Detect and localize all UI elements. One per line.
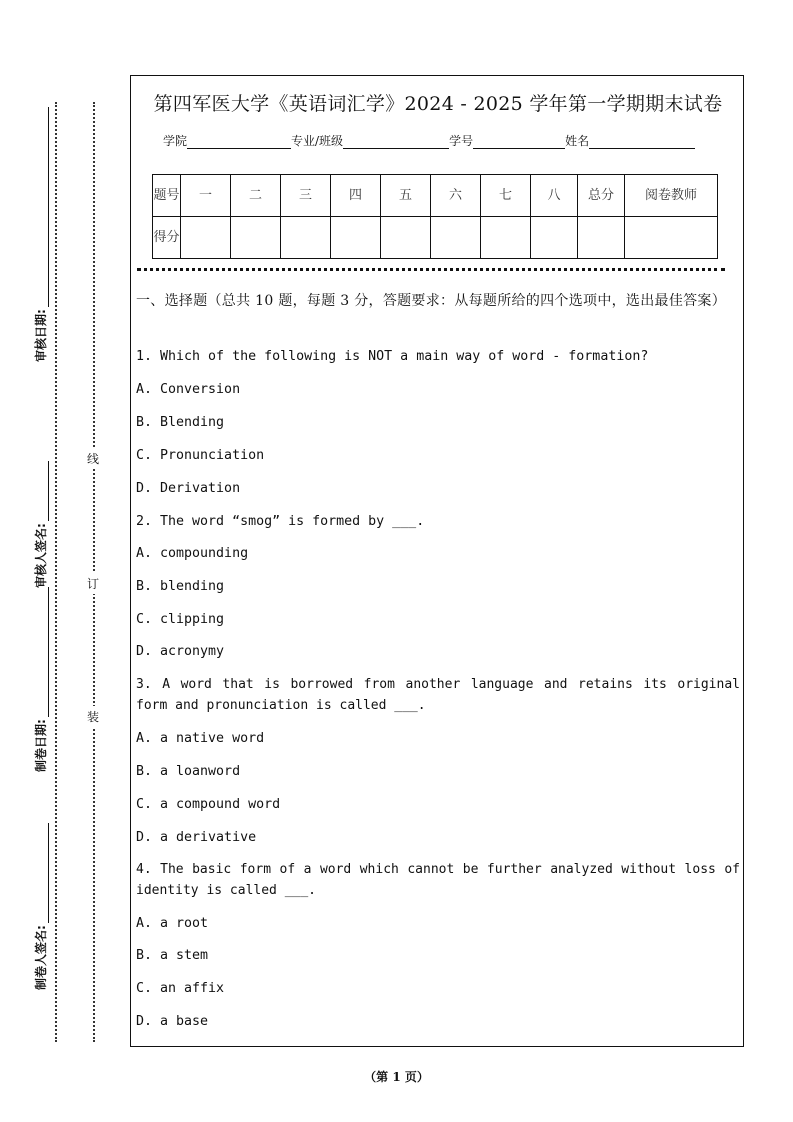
question-3-option-b: B. a loanword	[136, 764, 241, 779]
row-label-score: 得分	[153, 217, 181, 259]
row-label-number: 题号	[153, 175, 181, 217]
question-2-option-d: D. acronymy	[136, 644, 225, 659]
question-1-option-c: C. Pronunciation	[136, 448, 265, 463]
question-3-option-c: C. a compound word	[136, 797, 281, 812]
section-heading: 一、选择题（总共 10 题，每题 3 分，答题要求：从每题所给的四个选项中，选出最佳答案）	[136, 293, 727, 309]
score-cell[interactable]	[331, 217, 381, 259]
cut-mark-staple: 装	[87, 706, 99, 727]
question-4-option-b: B. a stem	[136, 948, 209, 963]
score-cell[interactable]	[281, 217, 331, 259]
question-2-option-a: A. compounding	[136, 546, 249, 561]
col-3: 三	[281, 175, 331, 217]
score-table-score-row	[153, 217, 718, 259]
dotted-separator	[137, 268, 725, 271]
question-2-stem: 2. The word “smog” is formed by ___.	[136, 514, 425, 529]
col-7: 七	[481, 175, 531, 217]
score-cell[interactable]	[181, 217, 231, 259]
question-2-option-c: C. clipping	[136, 612, 225, 627]
question-2-option-b: B. blending	[136, 579, 225, 594]
grader-cell[interactable]	[625, 217, 718, 259]
exam-frame	[130, 75, 744, 1047]
score-table	[152, 174, 718, 259]
exam-title: 第四军医大学《英语词汇学》2024 - 2025 学年第一学期期末试卷	[153, 93, 723, 115]
score-cell[interactable]	[231, 217, 281, 259]
student-id-field[interactable]	[473, 135, 565, 149]
question-1-option-d: D. Derivation	[136, 481, 241, 496]
question-4-option-d: D. a base	[136, 1014, 209, 1029]
name-field[interactable]	[589, 135, 695, 149]
question-4-option-a: A. a root	[136, 916, 209, 931]
cut-mark-line: 线	[87, 448, 99, 469]
col-grader: 阅卷教师	[625, 175, 718, 217]
review-date-label: 审核日期:	[32, 107, 49, 362]
college-label: 学院	[163, 134, 188, 148]
major-class-field[interactable]	[343, 135, 449, 149]
preparer-signature-label: 制卷人签名:	[32, 823, 49, 990]
student-id-label: 学号	[449, 134, 474, 148]
major-class-label: 专业/班级	[291, 134, 344, 148]
question-3-option-a: A. a native word	[136, 731, 265, 746]
col-8: 八	[531, 175, 578, 217]
question-4-stem: 4. The basic form of a word which cannot be further analyzed without loss of identity is called ___.	[136, 862, 740, 898]
question-3-stem: 3. A word that is borrowed from another language and retains its original form and pronunciation is called ___.	[136, 677, 740, 713]
cut-mark-bind: 订	[87, 573, 99, 594]
college-field[interactable]	[187, 135, 291, 149]
col-4: 四	[331, 175, 381, 217]
question-1-option-b: B. Blending	[136, 415, 225, 430]
reviewer-signature-label: 审核人签名:	[32, 461, 49, 588]
col-5: 五	[381, 175, 431, 217]
score-cell[interactable]	[431, 217, 481, 259]
score-cell[interactable]	[531, 217, 578, 259]
inner-dotted-line	[93, 102, 95, 1042]
question-4-option-c: C. an affix	[136, 981, 225, 996]
name-label: 姓名	[565, 134, 590, 148]
col-1: 一	[181, 175, 231, 217]
col-total: 总分	[578, 175, 625, 217]
col-2: 二	[231, 175, 281, 217]
binding-margin	[0, 0, 130, 1122]
question-1-option-a: A. Conversion	[136, 382, 241, 397]
score-cell[interactable]	[481, 217, 531, 259]
score-table-header-row	[153, 175, 718, 217]
col-6: 六	[431, 175, 481, 217]
question-1-stem: 1. Which of the following is NOT a main way of word - formation?	[136, 349, 649, 364]
outer-dotted-line	[55, 102, 57, 1042]
score-cell[interactable]	[381, 217, 431, 259]
page-number: （第 1 页）	[364, 1070, 429, 1084]
total-score-cell[interactable]	[578, 217, 625, 259]
question-3-option-d: D. a derivative	[136, 830, 257, 845]
student-info-row	[163, 132, 695, 149]
prepare-date-label: 制卷日期:	[32, 587, 49, 772]
